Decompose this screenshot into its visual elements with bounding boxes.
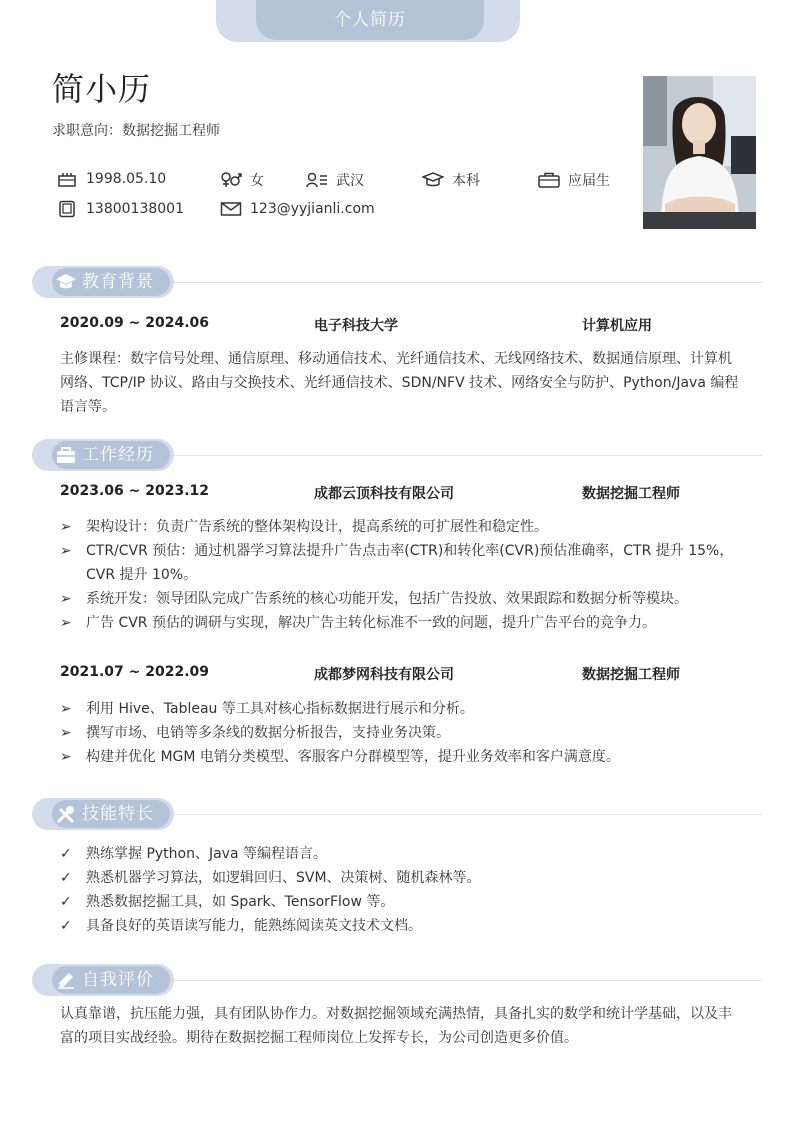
section-title-text: 工作经历	[82, 445, 154, 465]
duty-text: 撰写市场、电销等多条线的数据分析报告，支持业务决策。	[86, 725, 450, 741]
arrow-bullet-icon: ➢	[60, 615, 72, 631]
check-icon: ✓	[60, 846, 72, 862]
list-item	[60, 890, 740, 914]
section-divider	[162, 814, 762, 815]
job-position: 数据挖掘工程师	[582, 486, 680, 502]
phone-number: 13800138001	[86, 201, 184, 217]
gender: 女	[250, 173, 264, 189]
list-item	[60, 842, 740, 866]
calendar-icon	[56, 170, 78, 188]
skill-text: 熟悉机器学习算法，如逻辑回归、SVM、决策树、随机森林等。	[86, 870, 481, 886]
arrow-bullet-icon: ➢	[60, 725, 72, 741]
section-pill	[32, 964, 174, 996]
section-title-education	[52, 268, 170, 296]
email: 123@yyjianli.com	[250, 201, 375, 217]
list-item	[60, 721, 740, 745]
section-pill	[32, 798, 174, 830]
info-status	[538, 170, 610, 190]
job-position: 数据挖掘工程师	[582, 667, 680, 683]
info-birth	[56, 170, 166, 188]
location: 武汉	[336, 173, 364, 189]
company-name: 成都梦网科技有限公司	[314, 667, 454, 683]
list-item	[60, 611, 740, 635]
courses-text: 主修课程：数字信号处理、通信原理、移动通信技术、光纤通信技术、无线网络技术、数据通信原理、计算机网络、TCP/IP 协议、路由与交换技术、光纤通信技术、SDN/NFV 技术、网络安全与防护、Python/Java 编程语言等。	[60, 351, 739, 415]
major: 计算机应用	[582, 318, 652, 334]
list-item	[60, 697, 740, 721]
phone-icon	[56, 200, 78, 218]
graduation-cap-icon	[56, 273, 76, 291]
section-title-text: 自我评价	[82, 970, 154, 990]
education-period: 2020.09 ~ 2024.06	[60, 315, 210, 331]
section-divider	[162, 980, 762, 981]
duty-text: CTR/CVR 预估：通过机器学习算法提升广告点击率(CTR)和转化率(CVR)预估准确率，CTR 提升 15%，CVR 提升 10%。	[86, 543, 734, 583]
list-item	[60, 539, 740, 587]
duty-text: 系统开发：领导团队完成广告系统的核心功能开发，包括广告投放、效果跟踪和数据分析等模块。	[86, 591, 688, 607]
person-name: 简小历	[52, 70, 152, 108]
resume-title: 个人简历	[256, 0, 484, 40]
skill-text: 熟悉数据挖掘工具，如 Spark、TensorFlow 等。	[86, 894, 395, 910]
job-intent: 求职意向：数据挖掘工程师	[52, 123, 220, 139]
section-divider	[162, 455, 762, 456]
info-location	[306, 170, 364, 190]
education-level: 本科	[452, 173, 480, 189]
section-title-self-eval	[52, 966, 170, 994]
duty-text: 利用 Hive、Tableau 等工具对核心指标数据进行展示和分析。	[86, 701, 474, 717]
section-pill	[32, 266, 174, 298]
education-section-header	[32, 266, 762, 298]
job-period: 2023.06 ~ 2023.12	[60, 483, 210, 499]
self-eval-text: 认真靠谱，抗压能力强，具有团队协作力。对数据挖掘领域充满热情，具备扎实的数学和统计学基础，以及丰富的项目实战经验。期待在数据挖掘工程师岗位上发挥专长，为公司创造更多价值。	[60, 1006, 732, 1046]
section-pill	[32, 439, 174, 471]
tools-icon	[56, 805, 76, 823]
section-title-work	[52, 441, 170, 469]
graduation-cap-icon	[422, 171, 444, 189]
list-item	[60, 866, 740, 890]
job-period: 2021.07 ~ 2022.09	[60, 664, 210, 680]
skills-section-header	[32, 798, 762, 830]
company-name: 成都云顶科技有限公司	[314, 486, 454, 502]
birth-date: 1998.05.10	[86, 171, 167, 187]
check-icon: ✓	[60, 870, 72, 886]
list-item	[60, 587, 740, 611]
list-item	[60, 914, 740, 938]
duty-text: 架构设计：负责广告系统的整体架构设计，提高系统的可扩展性和稳定性。	[86, 519, 548, 535]
status: 应届生	[568, 173, 610, 189]
profile-photo	[643, 76, 756, 229]
section-divider	[162, 282, 762, 283]
info-email	[220, 200, 375, 218]
section-title-text: 技能特长	[82, 804, 154, 824]
info-phone	[56, 200, 184, 218]
check-icon: ✓	[60, 918, 72, 934]
section-title-skills	[52, 800, 170, 828]
arrow-bullet-icon: ➢	[60, 749, 72, 765]
arrow-bullet-icon: ➢	[60, 519, 72, 535]
info-education-level	[422, 170, 480, 190]
duty-text: 广告 CVR 预估的调研与实现，解决广告主转化标准不一致的问题，提升广告平台的竞争力。	[86, 615, 656, 631]
list-item	[60, 745, 740, 769]
list-item	[60, 515, 740, 539]
briefcase-icon	[538, 171, 560, 189]
section-title-text: 教育背景	[82, 272, 154, 292]
location-icon	[306, 171, 328, 189]
briefcase-icon	[56, 446, 76, 464]
pen-icon	[56, 971, 76, 989]
gender-icon	[220, 171, 242, 189]
skill-text: 具备良好的英语读写能力，能熟练阅读英文技术文档。	[86, 918, 422, 934]
duty-text: 构建并优化 MGM 电销分类模型、客服客户分群模型等，提升业务效率和客户满意度。	[86, 749, 620, 765]
job-duties-list	[60, 515, 740, 635]
mail-icon	[220, 200, 242, 218]
skills-list	[60, 842, 740, 938]
self-eval-section-header	[32, 964, 762, 996]
school-name: 电子科技大学	[314, 318, 398, 334]
work-section-header	[32, 439, 762, 471]
check-icon: ✓	[60, 894, 72, 910]
arrow-bullet-icon: ➢	[60, 591, 72, 607]
job-duties-list	[60, 697, 740, 769]
skill-text: 熟练掌握 Python、Java 等编程语言。	[86, 846, 328, 862]
info-gender	[220, 170, 264, 190]
arrow-bullet-icon: ➢	[60, 701, 72, 717]
arrow-bullet-icon: ➢	[60, 543, 72, 559]
